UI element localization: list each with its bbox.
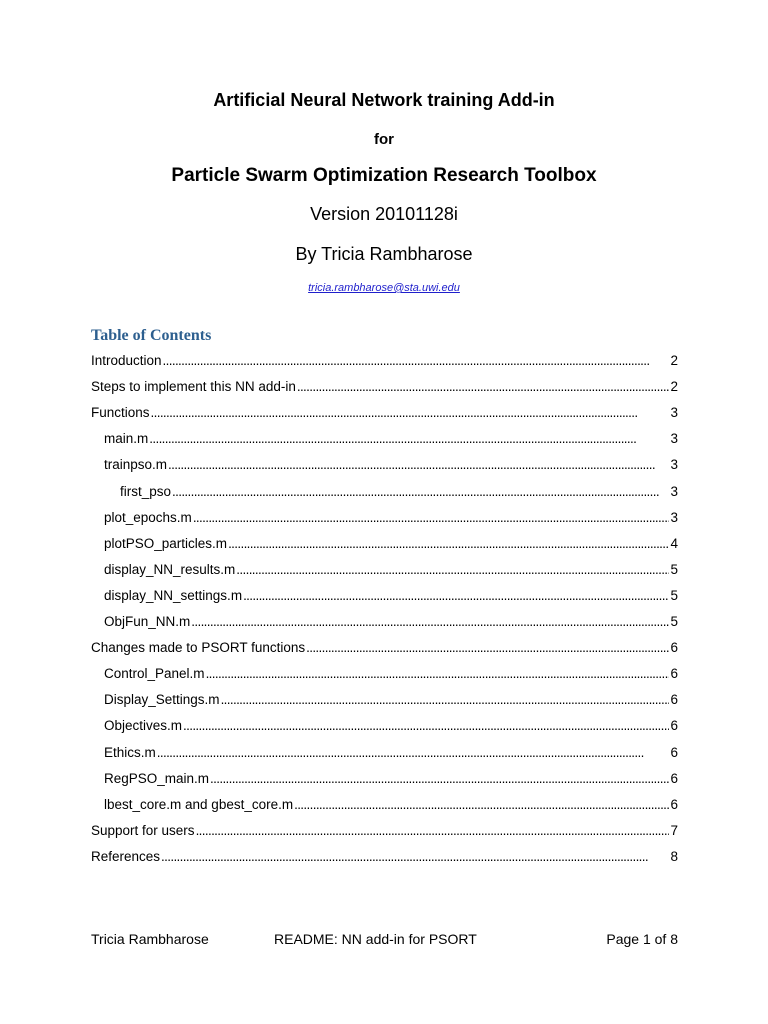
toc-entry[interactable]	[104, 712, 678, 734]
toc-leader-dots	[151, 405, 670, 421]
toc-entry-label: Ethics.m	[104, 744, 156, 760]
toc-entry[interactable]	[91, 817, 678, 839]
toc-entry[interactable]	[91, 373, 678, 395]
toc-entry-page: 7	[670, 822, 678, 838]
toc-entry-page: 5	[670, 587, 678, 603]
toc-entry[interactable]	[104, 451, 678, 473]
toc-entry[interactable]	[120, 478, 678, 500]
toc-entry-label: Support for users	[91, 822, 195, 838]
toc-leader-dots	[149, 431, 669, 447]
toc-leader-dots	[183, 718, 669, 734]
toc-entry[interactable]	[104, 582, 678, 604]
toc-leader-dots	[168, 457, 669, 473]
toc-entry-label: References	[91, 848, 161, 864]
toc-leader-dots	[193, 510, 670, 526]
toc-leader-dots	[210, 771, 669, 787]
toc-entry-page: 8	[670, 848, 678, 864]
toc-leader-dots	[161, 849, 669, 865]
toc-entry[interactable]	[104, 739, 678, 761]
toc-entry[interactable]	[91, 347, 678, 369]
toc-entry-page: 6	[670, 692, 678, 708]
toc-leader-dots	[294, 797, 669, 813]
toc-entry-page: 3	[670, 405, 678, 421]
toc-entry-page: 5	[670, 614, 678, 629]
toc-entry[interactable]	[91, 634, 678, 656]
toc-entry[interactable]	[104, 608, 678, 630]
toc-entry-label: Objectives.m	[104, 718, 183, 734]
toc-leader-dots	[228, 536, 669, 552]
toc-entry-label: plotPSO_particles.m	[104, 535, 228, 551]
toc-entry-label: Steps to implement this NN add-in	[91, 379, 296, 395]
toc-leader-dots	[306, 640, 669, 656]
toc-entry[interactable]	[104, 504, 678, 526]
toc-entry-label: Control_Panel.m	[104, 666, 205, 682]
toc-entry-label: Functions	[91, 405, 150, 421]
toc-entry[interactable]	[104, 765, 678, 787]
toc-leader-dots	[236, 562, 669, 578]
toc-entry[interactable]	[91, 843, 678, 865]
version-line: Version 20101128i	[310, 204, 458, 224]
toc-entry-page: 6	[670, 718, 678, 734]
toc-entry-label: trainpso.m	[104, 457, 168, 473]
toc-entry-page: 5	[670, 561, 678, 577]
author-email-link[interactable]: tricia.rambharose@sta.uwi.edu	[308, 282, 460, 294]
toc-leader-dots	[243, 588, 669, 604]
toc-leader-dots	[191, 614, 669, 630]
toc-entry-label: display_NN_settings.m	[104, 587, 243, 603]
toc-leader-dots	[196, 823, 670, 839]
document-title: Artificial Neural Network training Add-in	[213, 90, 555, 110]
toc-entry-page: 3	[670, 431, 678, 447]
toc-entry-label: plot_epochs.m	[104, 509, 192, 525]
toc-entry-page: 3	[670, 483, 678, 499]
toc-entry[interactable]	[104, 425, 678, 447]
document-subtitle: Particle Swarm Optimization Research Toolbox	[171, 165, 597, 186]
toc-leader-dots	[172, 484, 669, 500]
toc-entry-page: 4	[670, 535, 678, 551]
toc-heading: Table of Contents	[91, 327, 212, 344]
toc-entry[interactable]	[91, 399, 678, 421]
footer-document-title: README: NN add-in for PSORT	[274, 931, 477, 947]
toc-entry-page: 6	[670, 744, 678, 760]
toc-entry-page: 6	[670, 640, 678, 656]
toc-entry-page: 3	[670, 457, 678, 473]
toc-entry-page: 6	[670, 770, 678, 786]
footer-author: Tricia Rambharose	[91, 931, 209, 947]
toc-entry-label: Changes made to PSORT functions	[91, 640, 306, 656]
toc-entry-label: main.m	[104, 431, 149, 447]
toc-entry-page: 2	[670, 379, 678, 395]
toc-entry-label: display_NN_results.m	[104, 561, 236, 577]
toc-entry-label: Introduction	[91, 353, 162, 368]
toc-leader-dots	[221, 692, 670, 708]
toc-entry-page: 6	[670, 796, 678, 812]
toc-leader-dots	[163, 353, 670, 369]
toc-entry[interactable]	[104, 791, 678, 813]
toc-entry-page: 6	[670, 666, 678, 682]
footer-page-number: Page 1 of 8	[606, 931, 678, 947]
toc-leader-dots	[206, 666, 670, 682]
toc-entry-label: RegPSO_main.m	[104, 770, 210, 786]
toc-entry[interactable]	[104, 686, 678, 708]
toc-leader-dots	[157, 745, 670, 761]
toc-entry-label: lbest_core.m and gbest_core.m	[104, 796, 294, 812]
toc-entry[interactable]	[104, 530, 678, 552]
author-line: By Tricia Rambharose	[295, 244, 473, 264]
toc-entry-page: 3	[670, 509, 678, 525]
toc-entry-label: Display_Settings.m	[104, 692, 220, 708]
toc-leader-dots	[297, 379, 670, 395]
document-title-connector: for	[374, 131, 394, 148]
toc-entry-label: first_pso	[120, 483, 172, 499]
toc-entry[interactable]	[104, 556, 678, 578]
toc-entry-page: 2	[670, 353, 678, 368]
toc-entry[interactable]	[104, 660, 678, 682]
toc-entry-label: ObjFun_NN.m	[104, 614, 191, 629]
